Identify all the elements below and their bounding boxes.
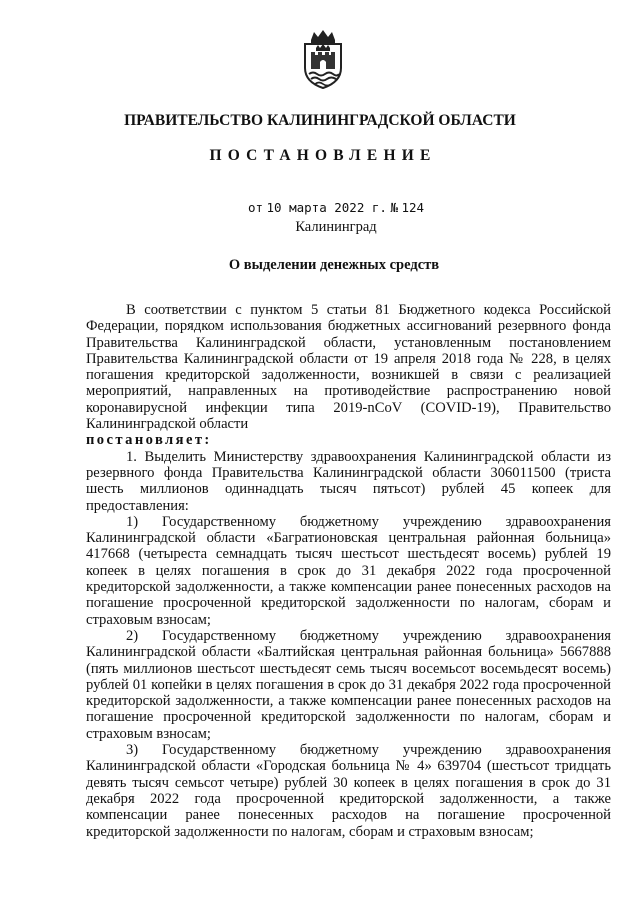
intro-text: В соответствии с пунктом 5 статьи 81 Бюджетного кодекса Российской Федерации, порядком использования бюджетных ассигнований резервного фонда Правительства Калининградской области, установленным постановлением Правительства Калининградской области от 19 апреля 2018 года № 228, в целях погашения кредиторской задолженности, возникшей в связи с реализацией мероприятий, направленных на противодействие распространению новой коронавирусной инфекции типа 2019-nCoV (COVID-19), Правительство Калининградской области: [86, 302, 611, 433]
document-number: 124: [401, 200, 425, 215]
document-date: 10 марта 2022 г.: [266, 200, 387, 215]
government-title: ПРАВИТЕЛЬСТВО КАЛИНИНГРАДСКОЙ ОБЛАСТИ: [124, 112, 516, 129]
document-subject: О выделении денежных средств: [228, 257, 440, 273]
paragraph-1-item-1: 1) Государственному бюджетному учреждению здравоохранения Калининградской области «Багратионовская центральная районная больница» 417668 (четыреста семнадцать тысяч шестьсот шестьдесят восемь) рублей 19 копеек в целях погашения в срок до 31 декабря 2022 года просроченной кредиторской задолженности, а также компенсации ранее понесенных расходов на погашение просроченной кредиторской задолженности по налогам, сборам и страховым взносам;: [86, 513, 611, 628]
paragraph-1-item-2: 2) Государственному бюджетному учреждению здравоохранения Калининградской области «Балтийская центральная районная больница» 5667888 (пять миллионов шестьсот шестьдесят семь тысяч восемьсот восемьдесят восемь) рублей 01 копейки в целях погашения в срок до 31 декабря 2022 года просроченной кредиторской задолженности, а также компенсации ранее понесенных расходов на погашение просроченной кредиторской задолженности по налогам, сборам и страховым взносам;: [86, 627, 611, 742]
decree-line: [86, 432, 611, 448]
number-sign: №: [390, 200, 398, 215]
intro-paragraph: [86, 302, 611, 432]
decree-word: постановляет:: [86, 432, 212, 449]
kaliningrad-coat-of-arms-icon: [299, 28, 347, 90]
date-prefix: от: [247, 200, 264, 215]
document-date-line: [0, 200, 640, 217]
document-body: [86, 302, 611, 840]
paragraph-1-item-3: 3) Государственному бюджетному учреждению здравоохранения Калининградской области «Городская больница № 4» 639704 (шестьсот тридцать девять тысяч семьсот четыре) рублей 30 копеек в целях погашения в срок до 31 декабря 2022 года просроченной кредиторской задолженности, а также компенсации ранее понесенных расходов на погашение просроченной кредиторской задолженности по налогам, сборам и страховым взносам;: [86, 742, 611, 840]
document-city: Калининград: [295, 219, 377, 235]
document-type: ПОСТАНОВЛЕНИЕ: [209, 147, 437, 164]
paragraph-1: 1. Выделить Министерству здравоохранения Калининградской области из резервного фонда Правительства Калининградской области 306011500 (триста шесть миллионов одиннадцать тысяч пятьсот) рублей 45 копеек для предоставления:: [86, 448, 611, 514]
